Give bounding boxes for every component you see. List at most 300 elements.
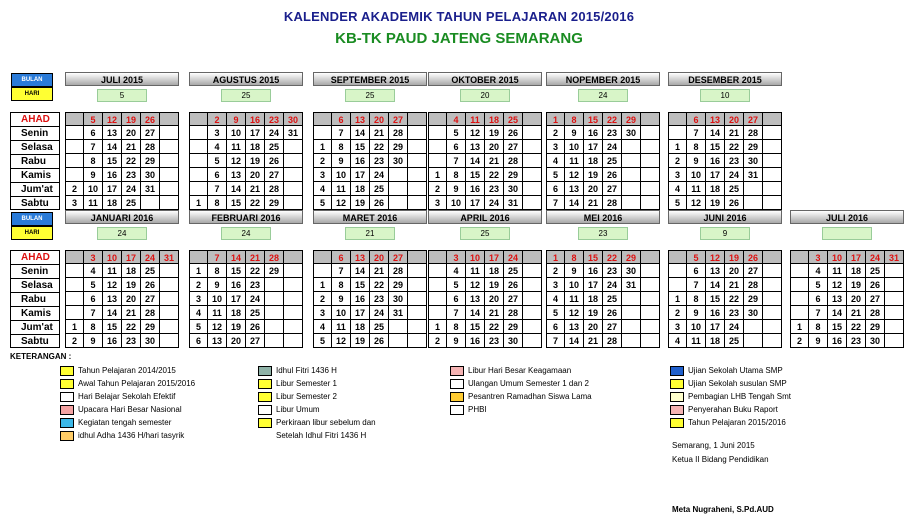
date-cell: 20 <box>725 112 744 126</box>
day-name: AHAD <box>10 250 60 264</box>
date-cell: 25 <box>122 196 141 210</box>
date-cell: 21 <box>246 182 265 196</box>
date-cell: 25 <box>866 264 885 278</box>
legend-label: Tahun Pelajaran 2014/2015 <box>78 366 176 375</box>
date-cell <box>189 154 208 168</box>
date-cell: 29 <box>265 196 284 210</box>
date-cell: 21 <box>725 278 744 292</box>
date-cell: 6 <box>687 112 706 126</box>
date-cell: 28 <box>389 264 408 278</box>
date-cell: 12 <box>687 196 706 210</box>
date-cell: 10 <box>103 250 122 264</box>
date-cell: 25 <box>141 264 160 278</box>
date-cell: 17 <box>584 140 603 154</box>
date-cell: 15 <box>466 320 485 334</box>
date-cell: 20 <box>122 126 141 140</box>
date-cell: 9 <box>447 182 466 196</box>
date-cell: 11 <box>103 264 122 278</box>
date-cell: 1 <box>313 278 332 292</box>
month-1 <box>189 72 303 208</box>
date-cell: 9 <box>565 264 584 278</box>
date-cell <box>885 334 904 348</box>
legend-swatch <box>60 405 74 415</box>
date-cell: 12 <box>706 250 725 264</box>
legend-swatch <box>670 418 684 428</box>
legend-item <box>258 404 320 416</box>
date-cell: 8 <box>809 320 828 334</box>
effective-days-count: 24 <box>221 227 271 240</box>
date-cell: 26 <box>370 334 389 348</box>
date-cell: 11 <box>565 154 584 168</box>
date-cell: 15 <box>351 140 370 154</box>
date-cell <box>790 292 809 306</box>
date-cell <box>408 196 427 210</box>
date-cell: 5 <box>687 250 706 264</box>
month-grid <box>313 250 427 348</box>
legend-item <box>450 391 592 403</box>
month-2 <box>313 72 427 208</box>
date-cell: 24 <box>122 182 141 196</box>
legend-label: Libur Semester 1 <box>276 379 337 388</box>
legend-label: Tahun Pelajaran 2015/2016 <box>688 418 786 427</box>
date-cell: 25 <box>504 264 523 278</box>
month-0 <box>65 210 179 346</box>
date-cell <box>189 168 208 182</box>
date-cell: 18 <box>485 112 504 126</box>
date-cell: 16 <box>246 112 265 126</box>
date-cell: 3 <box>208 126 227 140</box>
date-cell <box>885 320 904 334</box>
date-cell: 22 <box>370 140 389 154</box>
date-cell: 27 <box>603 320 622 334</box>
date-cell: 22 <box>370 278 389 292</box>
date-cell: 15 <box>227 264 246 278</box>
date-cell: 30 <box>622 264 641 278</box>
date-cell: 10 <box>466 250 485 264</box>
date-cell: 24 <box>725 168 744 182</box>
date-cell <box>265 334 284 348</box>
date-cell <box>428 126 447 140</box>
date-cell: 10 <box>227 126 246 140</box>
date-cell <box>523 264 542 278</box>
date-cell: 26 <box>603 168 622 182</box>
date-cell: 5 <box>189 320 208 334</box>
legend-item <box>258 417 376 429</box>
date-cell: 27 <box>603 182 622 196</box>
date-cell <box>790 250 809 264</box>
date-cell <box>641 334 660 348</box>
date-cell: 3 <box>428 196 447 210</box>
date-cell: 12 <box>565 168 584 182</box>
date-cell: 5 <box>313 334 332 348</box>
date-cell <box>622 140 641 154</box>
date-cell: 14 <box>227 250 246 264</box>
date-cell: 16 <box>103 168 122 182</box>
date-cell: 19 <box>122 278 141 292</box>
date-cell: 24 <box>485 196 504 210</box>
day-name: Jum'at <box>10 182 60 196</box>
legend-item <box>60 417 171 429</box>
date-cell: 24 <box>504 250 523 264</box>
date-cell: 21 <box>485 306 504 320</box>
date-cell: 29 <box>141 320 160 334</box>
date-cell <box>641 292 660 306</box>
date-cell: 14 <box>706 278 725 292</box>
date-cell <box>763 112 782 126</box>
date-cell: 7 <box>809 306 828 320</box>
date-cell: 18 <box>706 334 725 348</box>
date-cell: 20 <box>485 140 504 154</box>
month-grid <box>313 112 427 210</box>
date-cell: 30 <box>141 334 160 348</box>
date-cell: 31 <box>504 196 523 210</box>
date-cell: 2 <box>313 292 332 306</box>
legend-item <box>258 365 337 377</box>
date-cell <box>428 306 447 320</box>
date-cell <box>389 168 408 182</box>
date-cell <box>763 334 782 348</box>
month-grid <box>790 250 904 348</box>
date-cell: 7 <box>208 250 227 264</box>
date-cell <box>622 154 641 168</box>
date-cell: 12 <box>208 320 227 334</box>
date-cell: 2 <box>790 334 809 348</box>
date-cell <box>641 196 660 210</box>
date-cell <box>763 320 782 334</box>
date-cell <box>408 250 427 264</box>
date-cell: 12 <box>227 154 246 168</box>
month-name: DESEMBER 2015 <box>668 72 782 86</box>
date-cell: 31 <box>622 278 641 292</box>
date-cell: 20 <box>122 292 141 306</box>
date-cell: 7 <box>447 154 466 168</box>
date-cell <box>160 306 179 320</box>
hari-label-2: HARI <box>11 226 53 240</box>
date-cell: 6 <box>208 168 227 182</box>
date-cell: 17 <box>351 168 370 182</box>
date-cell: 28 <box>603 196 622 210</box>
month-5 <box>668 210 782 346</box>
date-cell: 27 <box>866 292 885 306</box>
date-cell: 21 <box>370 264 389 278</box>
date-cell <box>763 264 782 278</box>
day-name: Senin <box>10 126 60 140</box>
date-cell: 31 <box>885 250 904 264</box>
date-cell <box>408 126 427 140</box>
date-cell: 18 <box>485 264 504 278</box>
legend-item <box>60 391 175 403</box>
date-cell: 9 <box>687 306 706 320</box>
date-cell <box>744 182 763 196</box>
signature-date: Semarang, 1 Juni 2015 <box>672 441 755 450</box>
date-cell <box>428 278 447 292</box>
date-cell: 23 <box>603 264 622 278</box>
date-cell: 20 <box>725 264 744 278</box>
date-cell: 9 <box>84 168 103 182</box>
legend-label: Ujian Sekolah susulan SMP <box>688 379 787 388</box>
date-cell: 3 <box>313 306 332 320</box>
date-cell: 26 <box>265 154 284 168</box>
date-cell: 27 <box>504 292 523 306</box>
date-cell: 11 <box>687 182 706 196</box>
date-cell: 6 <box>84 292 103 306</box>
month-3 <box>428 72 542 208</box>
legend-label: Setelah Idhul Fitri 1436 H <box>276 431 367 440</box>
date-cell: 17 <box>584 278 603 292</box>
date-cell: 25 <box>370 320 389 334</box>
legend-item <box>60 430 184 442</box>
date-cell <box>284 306 303 320</box>
date-cell: 24 <box>246 292 265 306</box>
date-cell: 25 <box>603 292 622 306</box>
date-cell: 2 <box>546 264 565 278</box>
date-cell: 5 <box>313 196 332 210</box>
date-cell: 13 <box>706 264 725 278</box>
date-cell: 8 <box>565 250 584 264</box>
legend-label: Penyerahan Buku Raport <box>688 405 778 414</box>
date-cell <box>763 278 782 292</box>
date-cell: 12 <box>565 306 584 320</box>
date-cell: 31 <box>744 168 763 182</box>
month-name: SEPTEMBER 2015 <box>313 72 427 86</box>
date-cell <box>790 278 809 292</box>
date-cell <box>790 306 809 320</box>
date-cell <box>763 168 782 182</box>
date-cell <box>408 112 427 126</box>
date-cell: 29 <box>622 250 641 264</box>
signature-role: Ketua II Bidang Pendidikan <box>672 455 769 464</box>
date-cell: 8 <box>84 154 103 168</box>
date-cell <box>523 306 542 320</box>
legend-label: Ulangan Umum Semester 1 dan 2 <box>468 379 589 388</box>
month-grid <box>546 250 660 348</box>
legend-label: Perkiraan libur sebelum dan <box>276 418 376 427</box>
date-cell: 14 <box>351 126 370 140</box>
date-cell: 18 <box>246 140 265 154</box>
month-grid <box>428 250 542 348</box>
date-cell: 10 <box>565 278 584 292</box>
date-cell <box>523 278 542 292</box>
date-cell: 19 <box>351 196 370 210</box>
date-cell: 15 <box>466 168 485 182</box>
date-cell: 16 <box>351 292 370 306</box>
date-cell: 16 <box>706 154 725 168</box>
legend-swatch <box>258 431 272 441</box>
date-cell: 1 <box>428 320 447 334</box>
date-cell: 9 <box>332 154 351 168</box>
date-cell: 13 <box>828 292 847 306</box>
date-cell: 2 <box>668 154 687 168</box>
date-cell: 8 <box>332 278 351 292</box>
legend-label: Pembagian LHB Tengah Smt <box>688 392 792 401</box>
date-cell: 5 <box>546 306 565 320</box>
date-cell <box>408 168 427 182</box>
date-cell: 14 <box>103 306 122 320</box>
date-cell: 1 <box>546 250 565 264</box>
date-cell: 28 <box>866 306 885 320</box>
date-cell <box>160 278 179 292</box>
date-cell: 23 <box>122 334 141 348</box>
date-cell: 4 <box>809 264 828 278</box>
legend-item <box>60 365 176 377</box>
date-cell: 21 <box>725 126 744 140</box>
date-cell: 4 <box>313 320 332 334</box>
date-cell: 15 <box>103 320 122 334</box>
date-cell: 7 <box>546 196 565 210</box>
date-cell: 19 <box>584 306 603 320</box>
date-cell: 17 <box>227 292 246 306</box>
date-cell <box>408 140 427 154</box>
date-cell <box>523 320 542 334</box>
month-3 <box>428 210 542 346</box>
date-cell: 3 <box>84 250 103 264</box>
date-cell: 14 <box>466 306 485 320</box>
date-cell: 2 <box>428 182 447 196</box>
date-cell: 29 <box>744 292 763 306</box>
legend-swatch <box>450 405 464 415</box>
date-cell: 6 <box>546 320 565 334</box>
date-cell <box>160 182 179 196</box>
date-cell: 9 <box>809 334 828 348</box>
date-cell: 5 <box>447 126 466 140</box>
date-cell <box>428 112 447 126</box>
date-cell: 11 <box>466 264 485 278</box>
date-cell: 9 <box>208 278 227 292</box>
effective-days-count: 20 <box>460 89 510 102</box>
date-cell: 2 <box>189 278 208 292</box>
date-cell: 29 <box>389 278 408 292</box>
date-cell <box>189 250 208 264</box>
date-cell: 31 <box>284 126 303 140</box>
date-cell: 26 <box>141 278 160 292</box>
date-cell: 4 <box>189 306 208 320</box>
date-cell: 3 <box>189 292 208 306</box>
date-cell <box>408 154 427 168</box>
date-cell: 8 <box>208 264 227 278</box>
date-cell: 2 <box>546 126 565 140</box>
legend-swatch <box>450 379 464 389</box>
date-cell: 16 <box>466 334 485 348</box>
date-cell: 13 <box>706 112 725 126</box>
calendar-title: KALENDER AKADEMIK TAHUN PELAJARAN 2015/2016 <box>283 9 635 24</box>
legend-swatch <box>60 418 74 428</box>
date-cell: 6 <box>189 334 208 348</box>
date-cell <box>160 168 179 182</box>
date-cell: 9 <box>227 112 246 126</box>
date-cell: 26 <box>370 196 389 210</box>
day-name: Jum'at <box>10 320 60 334</box>
date-cell: 30 <box>141 168 160 182</box>
date-cell: 2 <box>668 306 687 320</box>
month-grid <box>668 112 782 210</box>
legend-label: Idhul Fitri 1436 H <box>276 366 337 375</box>
date-cell <box>189 112 208 126</box>
date-cell: 21 <box>584 334 603 348</box>
date-cell: 7 <box>546 334 565 348</box>
date-cell <box>160 320 179 334</box>
date-cell <box>65 112 84 126</box>
date-cell <box>885 264 904 278</box>
legend-item <box>450 404 487 416</box>
legend-label: Pesantren Ramadhan Siswa Lama <box>468 392 592 401</box>
date-cell: 20 <box>370 250 389 264</box>
date-cell: 29 <box>265 264 284 278</box>
effective-days-count: 9 <box>700 227 750 240</box>
date-cell <box>313 126 332 140</box>
date-cell: 6 <box>809 292 828 306</box>
date-cell: 3 <box>546 278 565 292</box>
date-cell: 25 <box>370 182 389 196</box>
date-cell: 17 <box>103 182 122 196</box>
date-cell <box>408 292 427 306</box>
date-cell: 6 <box>84 126 103 140</box>
date-cell: 9 <box>565 126 584 140</box>
day-name: Selasa <box>10 140 60 154</box>
date-cell <box>668 126 687 140</box>
legend-swatch <box>450 392 464 402</box>
legend-item <box>670 365 783 377</box>
day-names-1 <box>10 112 60 210</box>
date-cell <box>265 292 284 306</box>
date-cell <box>141 196 160 210</box>
date-cell: 3 <box>668 168 687 182</box>
date-cell: 30 <box>389 154 408 168</box>
date-cell: 29 <box>622 112 641 126</box>
date-cell: 21 <box>847 306 866 320</box>
date-cell: 15 <box>351 278 370 292</box>
date-cell: 11 <box>208 306 227 320</box>
date-cell <box>189 182 208 196</box>
date-cell: 10 <box>332 306 351 320</box>
date-cell <box>763 140 782 154</box>
date-cell: 26 <box>246 320 265 334</box>
date-cell: 9 <box>687 154 706 168</box>
date-cell <box>65 292 84 306</box>
date-cell: 17 <box>466 196 485 210</box>
legend-item <box>670 391 791 403</box>
date-cell: 16 <box>466 182 485 196</box>
date-cell: 23 <box>370 292 389 306</box>
legend-item <box>60 404 182 416</box>
date-cell: 27 <box>389 112 408 126</box>
date-cell <box>189 140 208 154</box>
date-cell: 20 <box>584 320 603 334</box>
date-cell <box>65 250 84 264</box>
date-cell: 20 <box>370 112 389 126</box>
date-cell: 13 <box>351 112 370 126</box>
legend-swatch <box>670 405 684 415</box>
date-cell <box>523 140 542 154</box>
date-cell <box>763 196 782 210</box>
date-cell: 29 <box>389 140 408 154</box>
date-cell: 23 <box>122 168 141 182</box>
legend-label: Libur Hari Besar Keagamaan <box>468 366 572 375</box>
date-cell: 18 <box>584 292 603 306</box>
date-cell: 28 <box>265 250 284 264</box>
date-cell <box>668 278 687 292</box>
date-cell: 12 <box>332 334 351 348</box>
legend-swatch <box>258 366 272 376</box>
effective-days-count: 25 <box>221 89 271 102</box>
month-4 <box>546 72 660 208</box>
date-cell <box>622 292 641 306</box>
effective-days-count: 23 <box>578 227 628 240</box>
date-cell <box>622 168 641 182</box>
day-name: Rabu <box>10 154 60 168</box>
legend-item <box>60 378 195 390</box>
date-cell: 23 <box>246 278 265 292</box>
legend-swatch <box>258 392 272 402</box>
